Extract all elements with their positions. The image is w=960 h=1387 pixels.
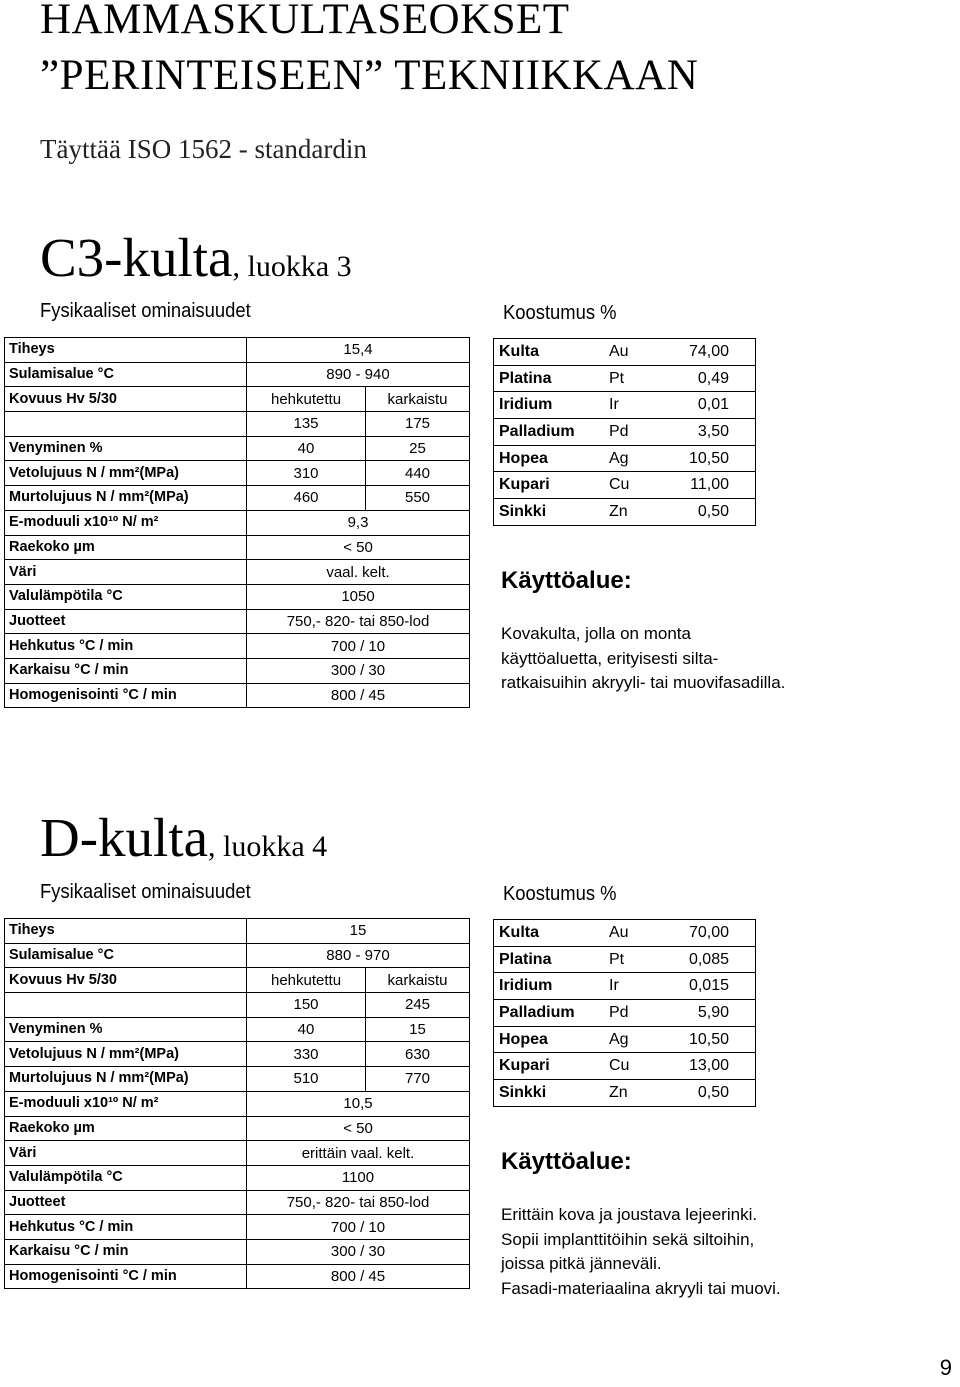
alloy-name: D-kulta [40,807,209,868]
property-row [5,486,470,511]
property-value: 890 - 940 [247,362,470,387]
property-value: 1050 [247,584,470,609]
property-value-annealed: 135 [247,412,366,437]
property-label: Juotteet [5,609,247,634]
property-row [5,560,470,585]
element-name: Hopea [494,445,605,472]
usage-heading: Käyttöalue: [501,1148,632,1175]
element-symbol: Zn [604,499,669,526]
property-row [5,584,470,609]
property-value: 9,3 [247,510,470,535]
property-value-annealed: hehkutettu [247,387,366,412]
property-value-annealed: hehkutettu [247,968,366,993]
element-percent: 13,00 [669,1053,756,1080]
usage-heading: Käyttöalue: [501,567,632,594]
element-symbol: Pt [604,365,669,392]
composition-row [494,365,756,392]
composition-row [494,1080,756,1107]
property-label: Tiheys [5,919,247,944]
composition-row [494,392,756,419]
property-value-hardened: 440 [366,461,470,486]
property-value: 300 / 30 [247,658,470,683]
page-title-line-1: HAMMASKULTASEOKSET [40,0,570,43]
element-symbol: Au [604,920,669,947]
properties-heading: Fysikaaliset ominaisuudet [40,881,251,903]
property-value: 15,4 [247,338,470,363]
composition-row [494,920,756,947]
property-value: 700 / 10 [247,1215,470,1240]
property-value-hardened: 245 [366,993,470,1018]
usage-text [501,622,785,696]
property-value: 750,- 820- tai 850-lod [247,609,470,634]
element-name: Sinkki [494,1080,605,1107]
element-name: Platina [494,946,605,973]
property-row [5,510,470,535]
property-label: Raekoko µm [5,535,247,560]
property-label: Venyminen % [5,436,247,461]
property-row [5,535,470,560]
element-symbol: Pt [604,946,669,973]
element-symbol: Au [604,339,669,366]
element-symbol: Pd [604,419,669,446]
properties-table [4,918,470,1289]
property-value-hardened: 550 [366,486,470,511]
alloy-class: , luokka 4 [208,830,328,863]
property-value: 15 [247,919,470,944]
element-name: Iridium [494,392,605,419]
composition-row [494,499,756,526]
property-label: Kovuus Hv 5/30 [5,387,247,412]
usage-line: käyttöaluetta, erityisesti silta- [501,648,719,668]
element-name: Palladium [494,1000,605,1027]
property-value: 800 / 45 [247,1264,470,1289]
property-value: vaal. kelt. [247,560,470,585]
element-percent: 0,49 [669,365,756,392]
composition-heading: Koostumus % [503,302,617,324]
composition-table [493,919,756,1107]
property-value: 1100 [247,1165,470,1190]
property-label: Murtolujuus N / mm²(MPa) [5,1067,247,1092]
property-label: Karkaisu °C / min [5,1239,247,1264]
element-percent: 10,50 [669,445,756,472]
property-row [5,1141,470,1166]
composition-heading: Koostumus % [503,883,617,905]
element-symbol: Ir [604,973,669,1000]
element-name: Palladium [494,419,605,446]
property-value: 750,- 820- tai 850-lod [247,1190,470,1215]
composition-row [494,1026,756,1053]
property-value-hardened: karkaistu [366,968,470,993]
usage-line: Erittäin kova ja joustava lejeerinki. [501,1205,758,1224]
property-label: Vetolujuus N / mm²(MPa) [5,1042,247,1067]
element-name: Kulta [494,920,605,947]
property-label: Karkaisu °C / min [5,658,247,683]
property-value: 10,5 [247,1091,470,1116]
property-value-annealed: 460 [247,486,366,511]
property-label: Tiheys [5,338,247,363]
property-value-annealed: 330 [247,1042,366,1067]
property-label: Kovuus Hv 5/30 [5,968,247,993]
property-value-hardened: 770 [366,1067,470,1092]
element-symbol: Ir [604,392,669,419]
property-value-annealed: 310 [247,461,366,486]
element-percent: 10,50 [669,1026,756,1053]
element-name: Platina [494,365,605,392]
usage-line: Kovakulta, jolla on monta [501,624,691,643]
property-label: Murtolujuus N / mm²(MPa) [5,486,247,511]
property-value-hardened: 25 [366,436,470,461]
element-name: Kupari [494,1053,605,1080]
property-row [5,1239,470,1264]
element-symbol: Ag [604,445,669,472]
usage-line: Sopii implanttitöihin sekä siltoihin, [501,1229,755,1249]
property-row [5,1067,470,1092]
page-title-line-2: ”PERINTEISEEN” TEKNIIKKAAN [40,52,699,99]
property-row [5,1190,470,1215]
property-label: Valulämpötila °C [5,1165,247,1190]
property-label: Hehkutus °C / min [5,1215,247,1240]
composition-row [494,339,756,366]
element-percent: 70,00 [669,920,756,947]
property-value: 880 - 970 [247,943,470,968]
element-percent: 11,00 [669,472,756,499]
usage-line: Fasadi-materiaalina akryyli tai muovi. [501,1279,781,1299]
property-row [5,968,470,993]
property-label: Väri [5,1141,247,1166]
element-symbol: Zn [604,1080,669,1107]
composition-row [494,419,756,446]
element-symbol: Cu [604,1053,669,1080]
element-symbol: Ag [604,1026,669,1053]
properties-heading: Fysikaaliset ominaisuudet [40,300,251,322]
alloy-title-c3 [40,228,352,297]
property-row [5,1116,470,1141]
element-percent: 3,50 [669,419,756,446]
property-label: Sulamisalue °C [5,943,247,968]
property-label: Venyminen % [5,1017,247,1042]
usage-line: ratkaisuihin akryyli- tai muovifasadilla. [501,673,786,693]
property-row [5,1042,470,1067]
element-percent: 0,50 [669,1080,756,1107]
element-name: Sinkki [494,499,605,526]
property-label [5,412,247,437]
property-row [5,1165,470,1190]
composition-row [494,445,756,472]
usage-text [501,1203,781,1302]
property-label: Homogenisointi °C / min [5,1264,247,1289]
element-symbol: Cu [604,472,669,499]
property-row [5,658,470,683]
property-label: Valulämpötila °C [5,584,247,609]
property-row [5,919,470,944]
composition-table [493,338,756,526]
property-value-hardened: 630 [366,1042,470,1067]
property-label: E-moduuli x10¹º N/ m² [5,510,247,535]
element-name: Iridium [494,973,605,1000]
composition-row [494,973,756,1000]
property-value: < 50 [247,535,470,560]
property-row [5,338,470,363]
property-value: 300 / 30 [247,1239,470,1264]
property-value: erittäin vaal. kelt. [247,1141,470,1166]
element-name: Kulta [494,339,605,366]
property-row [5,461,470,486]
element-symbol: Pd [604,1000,669,1027]
property-value-hardened: karkaistu [366,387,470,412]
element-percent: 5,90 [669,1000,756,1027]
page-subtitle: Täyttää ISO 1562 - standardin [40,134,367,164]
property-row [5,387,470,412]
property-value: 700 / 10 [247,634,470,659]
element-percent: 0,015 [669,973,756,1000]
composition-row [494,946,756,973]
composition-row [494,1053,756,1080]
property-label: Hehkutus °C / min [5,634,247,659]
property-value: 800 / 45 [247,683,470,708]
property-value-hardened: 15 [366,1017,470,1042]
page-number: 9 [939,1355,952,1380]
usage-line: joissa pitkä jänneväli. [501,1254,662,1274]
property-value-annealed: 510 [247,1067,366,1092]
properties-table [4,337,470,708]
property-value-hardened: 175 [366,412,470,437]
element-name: Kupari [494,472,605,499]
alloy-class: , luokka 3 [232,250,352,283]
property-row [5,943,470,968]
property-label: Raekoko µm [5,1116,247,1141]
element-percent: 0,50 [669,499,756,526]
property-row [5,362,470,387]
element-percent: 0,085 [669,946,756,973]
property-row [5,1017,470,1042]
property-label: Homogenisointi °C / min [5,683,247,708]
property-label [5,993,247,1018]
property-label: E-moduuli x10¹º N/ m² [5,1091,247,1116]
property-label: Vetolujuus N / mm²(MPa) [5,461,247,486]
property-label: Sulamisalue °C [5,362,247,387]
property-value: < 50 [247,1116,470,1141]
alloy-name: C3-kulta [40,227,233,288]
property-label: Juotteet [5,1190,247,1215]
composition-row [494,1000,756,1027]
property-row [5,993,470,1018]
property-value-annealed: 150 [247,993,366,1018]
property-row [5,1091,470,1116]
property-value-annealed: 40 [247,1017,366,1042]
element-percent: 74,00 [669,339,756,366]
alloy-title-d [40,808,327,877]
page-title [40,0,698,104]
element-name: Hopea [494,1026,605,1053]
property-value-annealed: 40 [247,436,366,461]
property-row [5,1264,470,1289]
property-row [5,436,470,461]
property-label: Väri [5,560,247,585]
property-row [5,412,470,437]
property-row [5,609,470,634]
composition-row [494,472,756,499]
property-row [5,634,470,659]
property-row [5,683,470,708]
element-percent: 0,01 [669,392,756,419]
property-row [5,1215,470,1240]
